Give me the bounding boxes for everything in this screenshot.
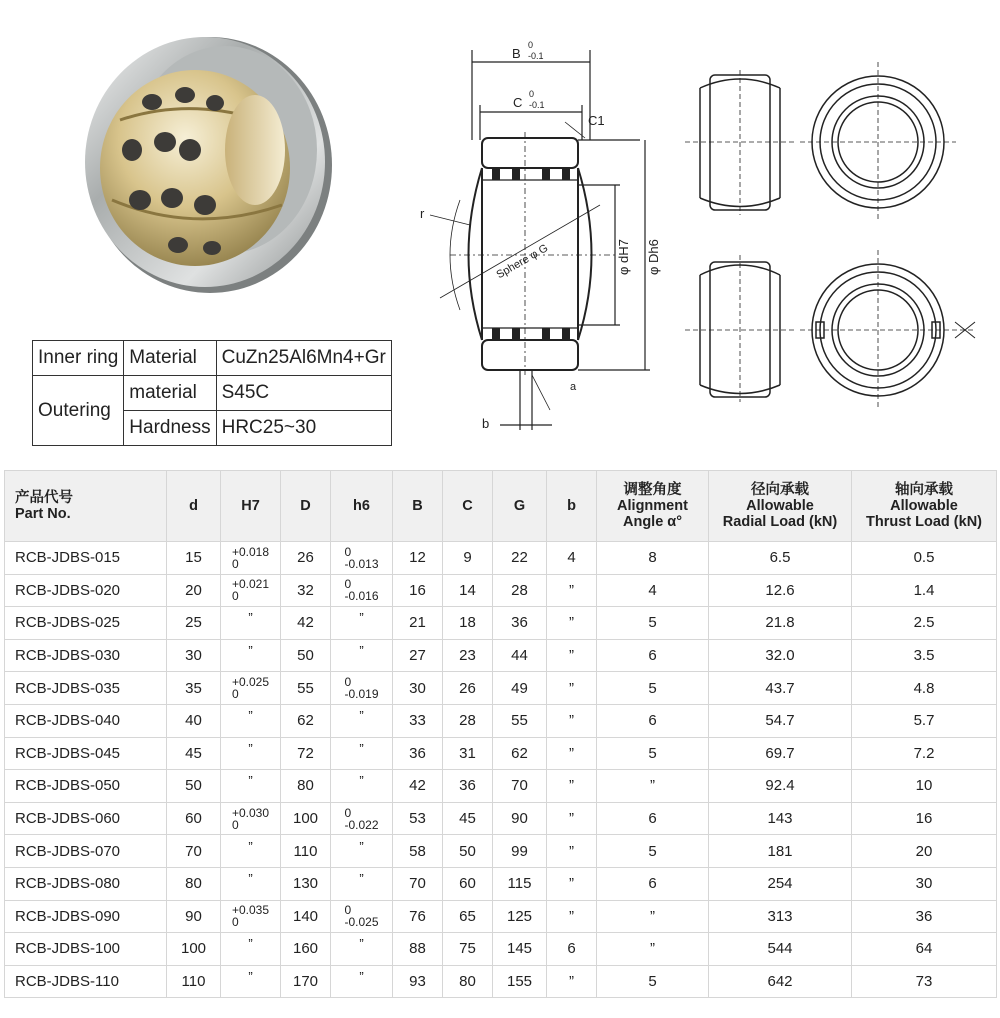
label-C: C	[513, 95, 523, 110]
cell-D: 50	[281, 639, 331, 672]
cell-thrust: 5.7	[852, 704, 997, 737]
cell-b: ”	[547, 900, 597, 933]
cell-C: 23	[443, 639, 493, 672]
cell-thrust: 0.5	[852, 542, 997, 575]
cell-H7	[221, 965, 281, 998]
property-cell: material	[124, 376, 216, 411]
cell-thrust: 36	[852, 900, 997, 933]
cell-h6-tolerance	[344, 904, 378, 928]
cell-C: 14	[443, 574, 493, 607]
cell-D: 42	[281, 607, 331, 640]
table-row	[5, 704, 997, 737]
cell-H7-tolerance	[232, 807, 269, 831]
cell-B: 53	[393, 802, 443, 835]
cell-h6	[331, 770, 393, 803]
cell-radial: 12.6	[709, 574, 852, 607]
cell-part: RCB-JDBS-020	[5, 574, 167, 607]
cell-d: 15	[167, 542, 221, 575]
cell-H7	[221, 770, 281, 803]
cell-b: ”	[547, 737, 597, 770]
cell-b: ”	[547, 770, 597, 803]
header-angle-cn: 调整角度	[623, 482, 682, 498]
cell-D: 26	[281, 542, 331, 575]
spec-header-row	[5, 471, 997, 542]
cell-h6	[331, 737, 393, 770]
cell-part: RCB-JDBS-045	[5, 737, 167, 770]
header-B: B	[393, 471, 443, 542]
label-C-tol-bot: -0.1	[529, 100, 545, 110]
cell-G: 70	[493, 770, 547, 803]
cell-b: ”	[547, 639, 597, 672]
inner-ring	[100, 70, 290, 266]
header-part-en: Part No.	[15, 506, 71, 522]
cell-G: 90	[493, 802, 547, 835]
spec-table	[4, 470, 997, 998]
table-row	[5, 867, 997, 900]
cell-h6-ditto: ”	[359, 871, 364, 887]
cell-part: RCB-JDBS-015	[5, 542, 167, 575]
cell-part: RCB-JDBS-110	[5, 965, 167, 998]
cell-B: 30	[393, 672, 443, 705]
cell-G: 145	[493, 933, 547, 966]
cell-h6-ditto: ”	[359, 838, 364, 854]
cell-thrust: 16	[852, 802, 997, 835]
cell-H7-ditto: ”	[248, 838, 253, 854]
cell-radial: 143	[709, 802, 852, 835]
cell-h6-lower: -0.025	[344, 915, 379, 930]
cell-d: 110	[167, 965, 221, 998]
cell-h6-lower: -0.022	[344, 817, 379, 832]
cell-h6	[331, 835, 393, 868]
cell-H7	[221, 802, 281, 835]
property-cell: Hardness	[124, 411, 216, 446]
bearing-photo	[0, 0, 400, 330]
cell-h6-upper: 0	[344, 544, 352, 559]
cell-D: 72	[281, 737, 331, 770]
cell-radial: 254	[709, 867, 852, 900]
header-thrust-en2: Thrust Load (kN)	[866, 514, 982, 530]
cell-H7-ditto: ”	[248, 773, 253, 789]
cell-C: 45	[443, 802, 493, 835]
cell-H7	[221, 672, 281, 705]
table-row	[5, 802, 997, 835]
header-h6: h6	[331, 471, 393, 542]
table-row	[5, 737, 997, 770]
cell-h6	[331, 867, 393, 900]
cell-H7-upper: +0.035	[231, 903, 270, 918]
cell-H7-lower: 0	[231, 556, 239, 571]
cell-angle: ”	[597, 900, 709, 933]
cell-h6-upper: 0	[344, 675, 352, 690]
cell-part: RCB-JDBS-025	[5, 607, 167, 640]
cell-angle: 4	[597, 574, 709, 607]
cell-thrust: 20	[852, 835, 997, 868]
cell-b: ”	[547, 704, 597, 737]
cell-radial: 21.8	[709, 607, 852, 640]
table-row	[5, 770, 997, 803]
cell-D: 170	[281, 965, 331, 998]
cell-H7-tolerance	[232, 676, 269, 700]
front-view-top	[800, 62, 956, 222]
cell-d: 60	[167, 802, 221, 835]
cell-D: 55	[281, 672, 331, 705]
header-d: d	[167, 471, 221, 542]
value-cell: CuZn25Al6Mn4+Gr	[216, 341, 391, 376]
label-C-tol-top: 0	[529, 89, 535, 99]
cell-G: 55	[493, 704, 547, 737]
cell-thrust: 10	[852, 770, 997, 803]
part-cell: Inner ring	[33, 341, 124, 376]
cell-d: 25	[167, 607, 221, 640]
table-row	[5, 900, 997, 933]
cell-G: 22	[493, 542, 547, 575]
cell-C: 60	[443, 867, 493, 900]
cell-angle: 8	[597, 542, 709, 575]
cell-d: 50	[167, 770, 221, 803]
technical-drawing	[400, 0, 1000, 462]
cell-h6	[331, 574, 393, 607]
cell-h6-tolerance	[344, 546, 378, 570]
cell-B: 21	[393, 607, 443, 640]
cell-G: 36	[493, 607, 547, 640]
table-row	[5, 542, 997, 575]
cell-D: 130	[281, 867, 331, 900]
cell-H7-tolerance	[232, 904, 269, 928]
cell-thrust: 64	[852, 933, 997, 966]
cell-h6	[331, 802, 393, 835]
cell-b: 6	[547, 933, 597, 966]
cell-angle: 5	[597, 672, 709, 705]
cell-b: 4	[547, 542, 597, 575]
cell-D: 140	[281, 900, 331, 933]
cell-angle: 5	[597, 965, 709, 998]
table-row	[5, 672, 997, 705]
cell-d: 20	[167, 574, 221, 607]
cell-b: ”	[547, 835, 597, 868]
cell-H7	[221, 639, 281, 672]
cell-radial: 69.7	[709, 737, 852, 770]
cell-h6	[331, 639, 393, 672]
cell-thrust: 2.5	[852, 607, 997, 640]
label-a: a	[570, 381, 577, 393]
label-B-tol-bot: -0.1	[528, 51, 544, 61]
cell-G: 99	[493, 835, 547, 868]
cell-radial: 92.4	[709, 770, 852, 803]
cell-D: 100	[281, 802, 331, 835]
cell-C: 65	[443, 900, 493, 933]
material-row	[33, 341, 392, 376]
label-b: b	[482, 416, 490, 431]
cell-D: 160	[281, 933, 331, 966]
table-row	[5, 933, 997, 966]
spec-table-body	[5, 542, 997, 998]
cell-B: 42	[393, 770, 443, 803]
label-B: B	[512, 46, 521, 61]
header-thrust-cn: 轴向承载	[895, 482, 953, 498]
cell-h6	[331, 933, 393, 966]
cell-d: 45	[167, 737, 221, 770]
cell-radial: 544	[709, 933, 852, 966]
cell-thrust: 30	[852, 867, 997, 900]
cell-H7	[221, 835, 281, 868]
cell-thrust: 3.5	[852, 639, 997, 672]
cell-radial: 54.7	[709, 704, 852, 737]
header-radial-cn: 径向承载	[751, 482, 809, 498]
header-H7: H7	[221, 471, 281, 542]
cell-B: 16	[393, 574, 443, 607]
cell-H7	[221, 900, 281, 933]
front-view-bottom	[800, 250, 975, 410]
cell-h6-lower: -0.016	[344, 589, 379, 604]
label-dH7: φ dH7	[616, 239, 631, 275]
cell-G: 115	[493, 867, 547, 900]
value-cell: S45C	[216, 376, 391, 411]
cell-angle: 6	[597, 704, 709, 737]
material-table	[32, 340, 392, 446]
side-view-top	[685, 70, 795, 215]
side-view-bottom	[685, 255, 795, 402]
cell-B: 12	[393, 542, 443, 575]
cell-angle: 5	[597, 607, 709, 640]
header-D: D	[281, 471, 331, 542]
cell-radial: 43.7	[709, 672, 852, 705]
cell-H7-ditto: ”	[248, 610, 253, 626]
cell-H7-ditto: ”	[248, 643, 253, 659]
cell-angle: 6	[597, 867, 709, 900]
label-C1: C1	[588, 113, 605, 128]
cell-H7-ditto: ”	[248, 740, 253, 756]
cell-radial: 32.0	[709, 639, 852, 672]
cell-H7	[221, 542, 281, 575]
cell-H7-upper: +0.025	[231, 675, 270, 690]
cell-thrust: 1.4	[852, 574, 997, 607]
cell-part: RCB-JDBS-080	[5, 867, 167, 900]
cell-h6-tolerance	[344, 676, 378, 700]
cell-h6-lower: -0.013	[344, 556, 379, 571]
cell-radial: 642	[709, 965, 852, 998]
cell-h6-ditto: ”	[359, 740, 364, 756]
cell-d: 90	[167, 900, 221, 933]
cell-h6-ditto: ”	[359, 773, 364, 789]
cell-b: ”	[547, 672, 597, 705]
header-radial-en2: Radial Load (kN)	[722, 514, 838, 530]
cell-h6-tolerance	[344, 807, 378, 831]
value-cell: HRC25~30	[216, 411, 391, 446]
cell-H7-lower: 0	[231, 687, 239, 702]
part-cell: Outering	[33, 376, 124, 446]
cell-H7-ditto: ”	[248, 871, 253, 887]
cell-d: 80	[167, 867, 221, 900]
cell-H7	[221, 867, 281, 900]
cell-b: ”	[547, 965, 597, 998]
cell-radial: 6.5	[709, 542, 852, 575]
header-part	[5, 471, 167, 542]
cell-D: 80	[281, 770, 331, 803]
table-row	[5, 835, 997, 868]
cell-B: 76	[393, 900, 443, 933]
cell-part: RCB-JDBS-090	[5, 900, 167, 933]
cell-h6-lower: -0.019	[344, 687, 379, 702]
cell-H7-tolerance	[232, 546, 269, 570]
cell-h6-upper: 0	[344, 577, 352, 592]
cell-h6	[331, 542, 393, 575]
cell-H7	[221, 607, 281, 640]
cell-part: RCB-JDBS-070	[5, 835, 167, 868]
table-row	[5, 574, 997, 607]
table-row	[5, 607, 997, 640]
cell-B: 88	[393, 933, 443, 966]
header-radial-en1: Allowable	[746, 498, 814, 514]
cell-d: 30	[167, 639, 221, 672]
cell-C: 36	[443, 770, 493, 803]
property-cell: Material	[124, 341, 216, 376]
cell-D: 32	[281, 574, 331, 607]
cell-G: 62	[493, 737, 547, 770]
cell-b: ”	[547, 802, 597, 835]
cell-H7-upper: +0.021	[231, 577, 270, 592]
cell-H7-ditto: ”	[248, 969, 253, 985]
cell-h6-ditto: ”	[359, 610, 364, 626]
label-B-tol-top: 0	[528, 40, 534, 50]
cell-h6-ditto: ”	[359, 643, 364, 659]
cell-h6-ditto: ”	[359, 969, 364, 985]
cell-C: 50	[443, 835, 493, 868]
cell-d: 35	[167, 672, 221, 705]
cell-B: 70	[393, 867, 443, 900]
cell-h6	[331, 607, 393, 640]
header-angle-en2: Angle α°	[622, 514, 683, 530]
material-row	[33, 376, 392, 411]
cell-h6-ditto: ”	[359, 708, 364, 724]
table-row	[5, 965, 997, 998]
label-Dh6: φ Dh6	[646, 239, 661, 275]
cell-b: ”	[547, 607, 597, 640]
cell-b: ”	[547, 574, 597, 607]
header-thrust-en1: Allowable	[890, 498, 958, 514]
header-thrust	[852, 471, 997, 542]
label-sphere: Sphere φ G	[494, 242, 551, 282]
cell-C: 31	[443, 737, 493, 770]
cell-H7-lower: 0	[231, 915, 239, 930]
cell-H7-upper: +0.030	[231, 805, 270, 820]
cell-angle: 5	[597, 737, 709, 770]
header-part-cn: 产品代号	[15, 490, 73, 506]
cell-part: RCB-JDBS-035	[5, 672, 167, 705]
cell-H7-lower: 0	[231, 589, 239, 604]
cell-h6-upper: 0	[344, 903, 352, 918]
cell-H7-ditto: ”	[248, 936, 253, 952]
cell-d: 100	[167, 933, 221, 966]
table-row	[5, 639, 997, 672]
cell-B: 27	[393, 639, 443, 672]
cell-thrust: 4.8	[852, 672, 997, 705]
cell-C: 9	[443, 542, 493, 575]
cell-C: 80	[443, 965, 493, 998]
cell-d: 70	[167, 835, 221, 868]
header-C: C	[443, 471, 493, 542]
cell-angle: ”	[597, 933, 709, 966]
cell-H7-lower: 0	[231, 817, 239, 832]
cell-H7	[221, 933, 281, 966]
cell-h6	[331, 965, 393, 998]
cell-thrust: 7.2	[852, 737, 997, 770]
cell-G: 28	[493, 574, 547, 607]
header-angle-en1: Alignment	[617, 498, 688, 514]
cell-h6-upper: 0	[344, 805, 352, 820]
cell-H7-ditto: ”	[248, 708, 253, 724]
cell-B: 36	[393, 737, 443, 770]
cell-C: 75	[443, 933, 493, 966]
cell-part: RCB-JDBS-040	[5, 704, 167, 737]
header-b: b	[547, 471, 597, 542]
cell-radial: 181	[709, 835, 852, 868]
cell-part: RCB-JDBS-100	[5, 933, 167, 966]
label-r: r	[420, 206, 425, 221]
cell-G: 125	[493, 900, 547, 933]
cell-part: RCB-JDBS-060	[5, 802, 167, 835]
cell-D: 62	[281, 704, 331, 737]
cell-part: RCB-JDBS-030	[5, 639, 167, 672]
cell-H7	[221, 574, 281, 607]
cell-H7	[221, 704, 281, 737]
cell-h6-tolerance	[344, 578, 378, 602]
cell-G: 44	[493, 639, 547, 672]
cell-h6-ditto: ”	[359, 936, 364, 952]
cell-h6	[331, 900, 393, 933]
cell-H7-tolerance	[232, 578, 269, 602]
cell-h6	[331, 704, 393, 737]
cell-C: 26	[443, 672, 493, 705]
cell-H7-upper: +0.018	[231, 544, 270, 559]
cell-angle: 6	[597, 802, 709, 835]
cell-D: 110	[281, 835, 331, 868]
cell-angle: 5	[597, 835, 709, 868]
cell-angle: ”	[597, 770, 709, 803]
cell-B: 33	[393, 704, 443, 737]
cell-B: 58	[393, 835, 443, 868]
cell-thrust: 73	[852, 965, 997, 998]
cell-B: 93	[393, 965, 443, 998]
cell-C: 28	[443, 704, 493, 737]
cell-part: RCB-JDBS-050	[5, 770, 167, 803]
cell-radial: 313	[709, 900, 852, 933]
header-G: G	[493, 471, 547, 542]
header-radial	[709, 471, 852, 542]
header-angle	[597, 471, 709, 542]
cell-G: 49	[493, 672, 547, 705]
cell-angle: 6	[597, 639, 709, 672]
cell-C: 18	[443, 607, 493, 640]
cell-G: 155	[493, 965, 547, 998]
cell-d: 40	[167, 704, 221, 737]
cell-h6	[331, 672, 393, 705]
cell-b: ”	[547, 867, 597, 900]
cell-H7	[221, 737, 281, 770]
